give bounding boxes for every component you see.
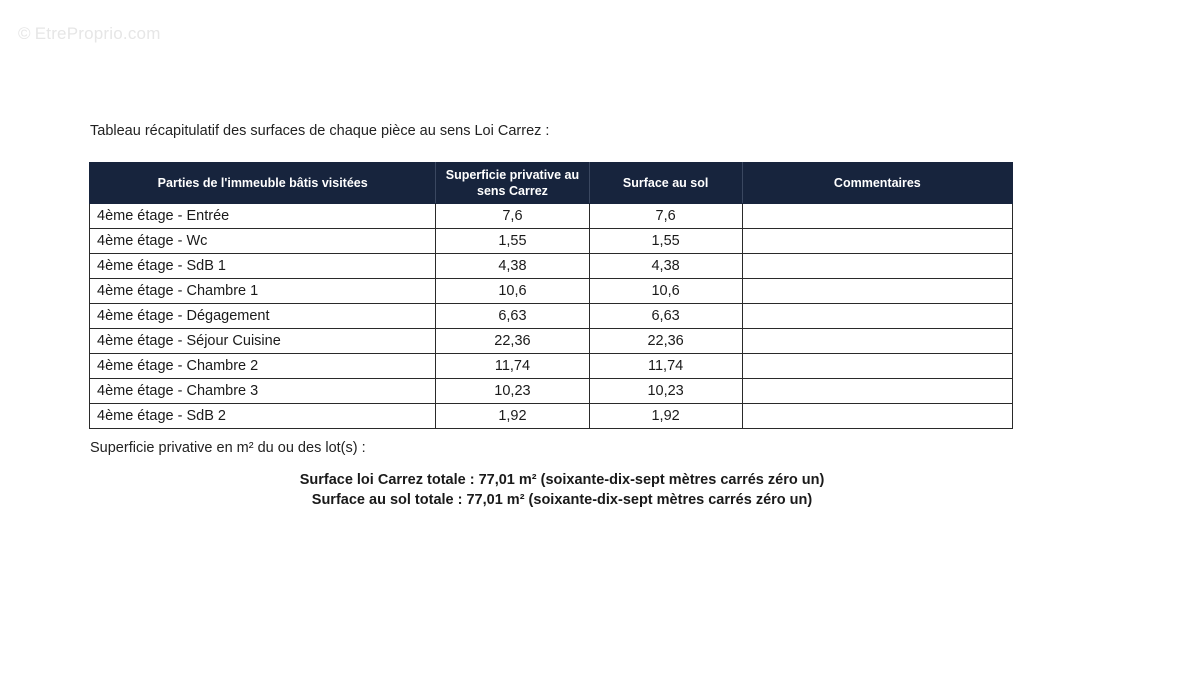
totals-block <box>112 470 1012 510</box>
table-row <box>90 354 1013 379</box>
room-name: 4ème étage - SdB 1 <box>90 254 436 279</box>
carrez-value: 1,92 <box>436 404 589 429</box>
room-name: 4ème étage - Chambre 2 <box>90 354 436 379</box>
carrez-value: 10,6 <box>436 279 589 304</box>
table-row <box>90 379 1013 404</box>
room-name: 4ème étage - Séjour Cuisine <box>90 329 436 354</box>
comment-cell <box>742 379 1012 404</box>
room-name: 4ème étage - Dégagement <box>90 304 436 329</box>
total-sol: Surface au sol totale : 77,01 m² (soixante-dix-sept mètres carrés zéro un) <box>311 492 813 508</box>
header-comments: Commentaires <box>742 163 1012 204</box>
subtitle-text: Superficie privative en m² du ou des lot(s) : <box>90 440 366 456</box>
comment-cell <box>742 329 1012 354</box>
surface-table <box>89 162 1013 429</box>
table-row <box>90 279 1013 304</box>
sol-value: 22,36 <box>589 329 742 354</box>
carrez-value: 6,63 <box>436 304 589 329</box>
carrez-value: 7,6 <box>436 204 589 229</box>
room-name: 4ème étage - Wc <box>90 229 436 254</box>
intro-text: Tableau récapitulatif des surfaces de chaque pièce au sens Loi Carrez : <box>90 123 550 139</box>
carrez-value: 4,38 <box>436 254 589 279</box>
carrez-value: 1,55 <box>436 229 589 254</box>
comment-cell <box>742 304 1012 329</box>
watermark-text: EtreProprio.com <box>34 24 161 43</box>
room-name: 4ème étage - Chambre 1 <box>90 279 436 304</box>
table-header-row <box>90 163 1013 204</box>
sol-value: 1,55 <box>589 229 742 254</box>
table-row <box>90 229 1013 254</box>
carrez-value: 10,23 <box>436 379 589 404</box>
comment-cell <box>742 254 1012 279</box>
sol-value: 4,38 <box>589 254 742 279</box>
comment-cell <box>742 354 1012 379</box>
sol-value: 10,23 <box>589 379 742 404</box>
sol-value: 1,92 <box>589 404 742 429</box>
room-name: 4ème étage - Entrée <box>90 204 436 229</box>
carrez-value: 22,36 <box>436 329 589 354</box>
header-carrez: Superficie privative au sens Carrez <box>436 163 589 204</box>
watermark <box>18 24 161 44</box>
sol-value: 10,6 <box>589 279 742 304</box>
room-name: 4ème étage - SdB 2 <box>90 404 436 429</box>
comment-cell <box>742 279 1012 304</box>
sol-value: 6,63 <box>589 304 742 329</box>
table-row <box>90 254 1013 279</box>
copyright-icon: © <box>18 24 31 43</box>
total-carrez: Surface loi Carrez totale : 77,01 m² (soixante-dix-sept mètres carrés zéro un) <box>299 472 825 488</box>
table-row <box>90 329 1013 354</box>
comment-cell <box>742 229 1012 254</box>
sol-value: 7,6 <box>589 204 742 229</box>
comment-cell <box>742 204 1012 229</box>
carrez-value: 11,74 <box>436 354 589 379</box>
table-row <box>90 404 1013 429</box>
header-sol: Surface au sol <box>589 163 742 204</box>
table-row <box>90 204 1013 229</box>
header-room: Parties de l'immeuble bâtis visitées <box>90 163 436 204</box>
room-name: 4ème étage - Chambre 3 <box>90 379 436 404</box>
comment-cell <box>742 404 1012 429</box>
table-row <box>90 304 1013 329</box>
sol-value: 11,74 <box>589 354 742 379</box>
